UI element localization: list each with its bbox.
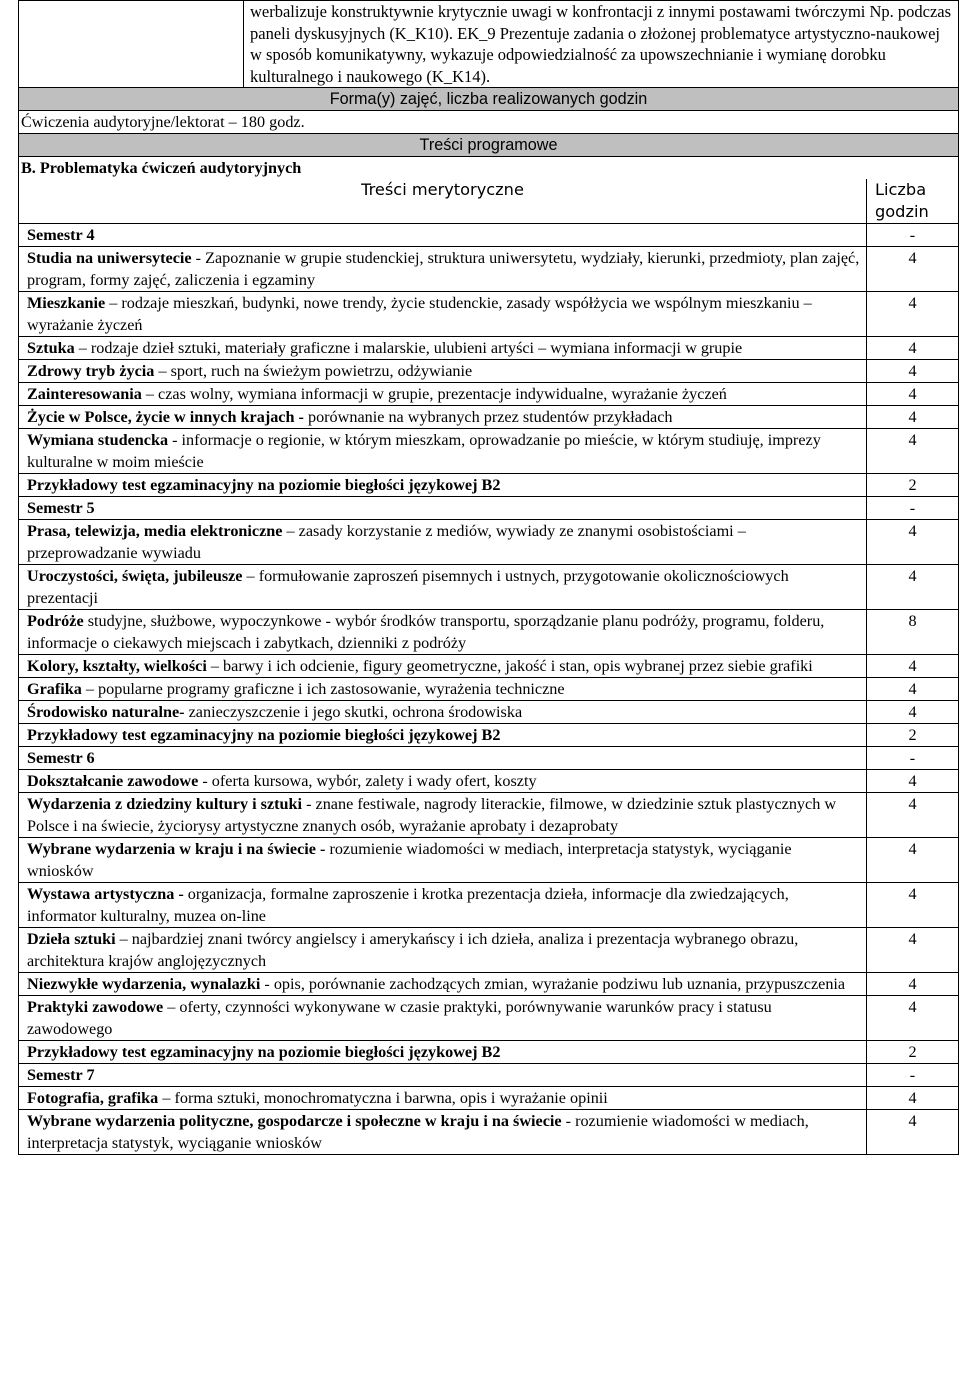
table-row [19,678,959,701]
hours-cell: 4 [867,793,959,838]
tresci-header: Treści programowe [19,134,959,157]
topic-description: zanieczyszczenie i jego skutki, ochrona środowiska [184,703,523,721]
topic-title: Niezwykłe wydarzenia, wynalazki [27,975,261,993]
program-table [18,0,959,1155]
topic-title: Kolory, kształty, wielkości [27,657,207,675]
hours-cell: 4 [867,360,959,383]
hours-cell: 4 [867,770,959,793]
table-row [19,610,959,655]
topic-cell [19,474,867,497]
col-content-header: Treści merytoryczne [19,179,867,224]
semester-title: Semestr 4 [27,226,95,244]
hours-cell: - [867,497,959,520]
topic-title: Przykładowy test egzaminacyjny na poziomie biegłości językowej B2 [27,1043,501,1061]
topic-cell [19,655,867,678]
table-row [19,247,959,292]
hours-cell: 4 [867,429,959,474]
topic-cell [19,883,867,928]
table-row [19,793,959,838]
topic-cell [19,224,867,247]
hours-cell: 4 [867,701,959,724]
table-row [19,565,959,610]
topic-title: Wydarzenia z dziedziny kultury i sztuki [27,795,303,813]
section-title: B. Problematyka ćwiczeń audytoryjnych [19,157,959,180]
topic-cell [19,1110,867,1155]
topic-cell [19,383,867,406]
topic-description: porównanie na wybranych przez studentów przykładach [303,408,673,426]
table-row [19,655,959,678]
topic-cell [19,247,867,292]
topic-cell [19,520,867,565]
topic-description: - znane festiwale, nagrody literackie, filmowe, w dziedzinie sztuk plastycznych w Polsce i na świecie, życiorysy artystyczne znanych osób, wyrażanie aprobaty i dezaprobaty [27,795,837,835]
topic-title: Fotografia, grafika [27,1089,159,1107]
topic-description: – formułowanie zaproszeń pisemnych i ustnych, przygotowanie okolicznościowych prezentacji [27,567,789,607]
col-hours-header: Liczba godzin [867,179,959,224]
table-row [19,1087,959,1110]
topic-title: Wybrane wydarzenia w kraju i na świecie - [27,840,326,858]
semester-title: Semestr 5 [27,499,95,517]
semester-row [19,224,959,247]
forma-text: Ćwiczenia audytoryjne/lektorat – 180 godz. [19,111,959,134]
hours-cell: 4 [867,928,959,973]
hours-cell: - [867,1064,959,1087]
topic-title: Studia na uniwersytecie [27,249,192,267]
topic-cell [19,770,867,793]
hours-cell: 4 [867,838,959,883]
topic-title: Uroczystości, święta, jubileusze [27,567,243,585]
hours-cell: 4 [867,996,959,1041]
topic-cell [19,1087,867,1110]
topic-cell [19,973,867,996]
topic-description: rozumienie wiadomości w mediach, interpretacja statystyk, wyciąganie wniosków [27,840,792,880]
section-title-row [19,157,959,180]
document-frame [18,0,958,1155]
topic-cell [19,565,867,610]
table-row [19,996,959,1041]
topic-title: Zdrowy tryb życia [27,362,155,380]
table-row [19,337,959,360]
topic-title: Mieszkanie [27,294,106,312]
hours-cell: 2 [867,474,959,497]
topic-cell [19,996,867,1041]
topic-title: Zainteresowania [27,385,142,403]
topic-title: Prasa, telewizja, media elektroniczne [27,522,283,540]
hours-cell: 4 [867,520,959,565]
table-row [19,520,959,565]
topic-title: Podróże [27,612,84,630]
table-row [19,429,959,474]
table-row [19,701,959,724]
topic-cell [19,1064,867,1087]
topic-title: Wymiana studencka [27,431,169,449]
topic-description: – zasady korzystanie z mediów, wywiady ze znanymi osobistościami – przeprowadzanie wywiadu [27,522,746,562]
table-row [19,928,959,973]
topic-cell [19,678,867,701]
topic-description: – forma sztuki, monochromatyczna i barwna, opis i wyrażanie opinii [158,1089,608,1107]
column-header-row [19,179,959,224]
hours-cell: 4 [867,292,959,337]
topic-description: studyjne, służbowe, wypoczynkowe - wybór środków transportu, sporządzanie planu podróży, programu, folderu, informacje o ciekawych miejscach i zabytkach, dzienniki z podróży [27,612,825,652]
topic-description: – najbardziej znani twórcy angielscy i amerykańscy i ich dzieła, analiza i prezentacja wybranego obrazu, architektura krajów anglojęzycznych [27,930,799,970]
forma-header-row [19,88,959,111]
topic-title: Środowisko naturalne- [27,703,185,721]
topic-description: – rodzaje mieszkań, budynki, nowe trendy, życie studenckie, zasady współżycia we wspólnym mieszkaniu – wyrażanie życzeń [27,294,812,334]
hours-cell: 4 [867,655,959,678]
forma-row [19,111,959,134]
topic-title: Praktyki zawodowe [27,998,164,1016]
outcomes-label-cell [19,1,244,88]
hours-cell: 4 [867,247,959,292]
table-row [19,1110,959,1155]
topic-cell [19,747,867,770]
hours-cell: 2 [867,1041,959,1064]
topic-description: – rodzaje dzieł sztuki, materiały graficzne i malarskie, ulubieni artyści – wymiana informacji w grupie [74,339,743,357]
forma-header: Forma(y) zajęć, liczba realizowanych godzin [19,88,959,111]
topic-title: Dzieła sztuki [27,930,116,948]
semester-row [19,497,959,520]
topic-cell [19,337,867,360]
topic-description: - oferta kursowa, wybór, zalety i wady ofert, koszty [198,772,537,790]
table-row [19,973,959,996]
topic-title: Wystawa artystyczna - [27,885,184,903]
topic-title: Przykładowy test egzaminacyjny na poziomie biegłości językowej B2 [27,476,501,494]
table-row [19,838,959,883]
topic-cell [19,724,867,747]
topic-cell [19,406,867,429]
hours-cell: 4 [867,406,959,429]
topic-title: Grafika [27,680,82,698]
table-row [19,383,959,406]
topic-title: Życie w Polsce, życie w innych krajach - [27,408,304,426]
hours-cell: 4 [867,973,959,996]
semester-title: Semestr 6 [27,749,95,767]
table-row [19,474,959,497]
table-row [19,883,959,928]
outcomes-text: werbalizuje konstruktywnie krytycznie uwagi w konfrontacji z innymi postawami twórczymi Np. podczas paneli dyskusyjnych (K_K10). EK_9 Prezentuje zadania o złożonej problematyce artystyczno-naukowej w sposób komunikatywny, wykazuje odpowiedzialność za upowszechnianie i wymianę dorobku kulturalnego i naukowego (K_K14). [244,1,959,88]
topic-cell [19,1041,867,1064]
topic-title: Wybrane wydarzenia polityczne, gospodarcze i społeczne w kraju i na świecie [27,1112,562,1130]
semester-row [19,747,959,770]
table-row [19,360,959,383]
rows-body [19,224,959,1155]
topic-cell [19,838,867,883]
hours-cell: 4 [867,678,959,701]
tresci-header-row [19,134,959,157]
hours-cell: 4 [867,383,959,406]
hours-cell: 4 [867,883,959,928]
topic-title: Przykładowy test egzaminacyjny na poziomie biegłości językowej B2 [27,726,501,744]
topic-cell [19,610,867,655]
hours-cell: - [867,747,959,770]
hours-cell: 4 [867,565,959,610]
topic-description: – barwy i ich odcienie, figury geometryczne, jakość i stan, opis wybranej przez siebie grafiki [206,657,813,675]
topic-description: - rozumienie wiadomości w mediach, interpretacja statystyk, wyciąganie wniosków [27,1112,809,1152]
outcomes-row [19,1,959,88]
topic-description: - informacje o regionie, w którym mieszkam, oprowadzanie po mieście, w którym studiuję, imprezy kulturalne w moim mieście [27,431,821,471]
topic-cell [19,429,867,474]
topic-cell [19,793,867,838]
topic-description: – czas wolny, wymiana informacji w grupie, prezentacje indywidualne, wyrażanie życzeń [141,385,727,403]
topic-cell [19,928,867,973]
semester-title: Semestr 7 [27,1066,95,1084]
table-row [19,406,959,429]
topic-description: - opis, porównanie zachodzących zmian, wyrażanie podziwu lub uznania, przypuszczenia [260,975,846,993]
hours-cell: - [867,224,959,247]
table-row [19,1041,959,1064]
topic-description: – popularne programy graficzne i ich zastosowanie, wyrażenia techniczne [81,680,565,698]
topic-description: – oferty, czynności wykonywane w czasie praktyki, porównywanie warunków pracy i statusu zawodowego [27,998,772,1038]
hours-cell: 4 [867,337,959,360]
semester-row [19,1064,959,1087]
topic-description: - Zapoznanie w grupie studenckiej, struktura uniwersytetu, wydziały, kierunki, przedmioty, plan zajęć, program, formy zajęć, zaliczenia i egzaminy [27,249,860,289]
topic-title: Dokształcanie zawodowe [27,772,199,790]
topic-description: – sport, ruch na świeżym powietrzu, odżywianie [154,362,473,380]
hours-cell: 4 [867,1087,959,1110]
topic-cell [19,497,867,520]
topic-description: organizacja, formalne zaproszenie i krotka prezentacja dzieła, informacje dla zwiedzających, informator kulturalny, muzea on-line [27,885,789,925]
table-row [19,292,959,337]
hours-cell: 8 [867,610,959,655]
hours-cell: 4 [867,1110,959,1155]
table-row [19,724,959,747]
topic-cell [19,292,867,337]
table-row [19,770,959,793]
topic-cell [19,701,867,724]
topic-title: Sztuka [27,339,75,357]
hours-cell: 2 [867,724,959,747]
topic-cell [19,360,867,383]
